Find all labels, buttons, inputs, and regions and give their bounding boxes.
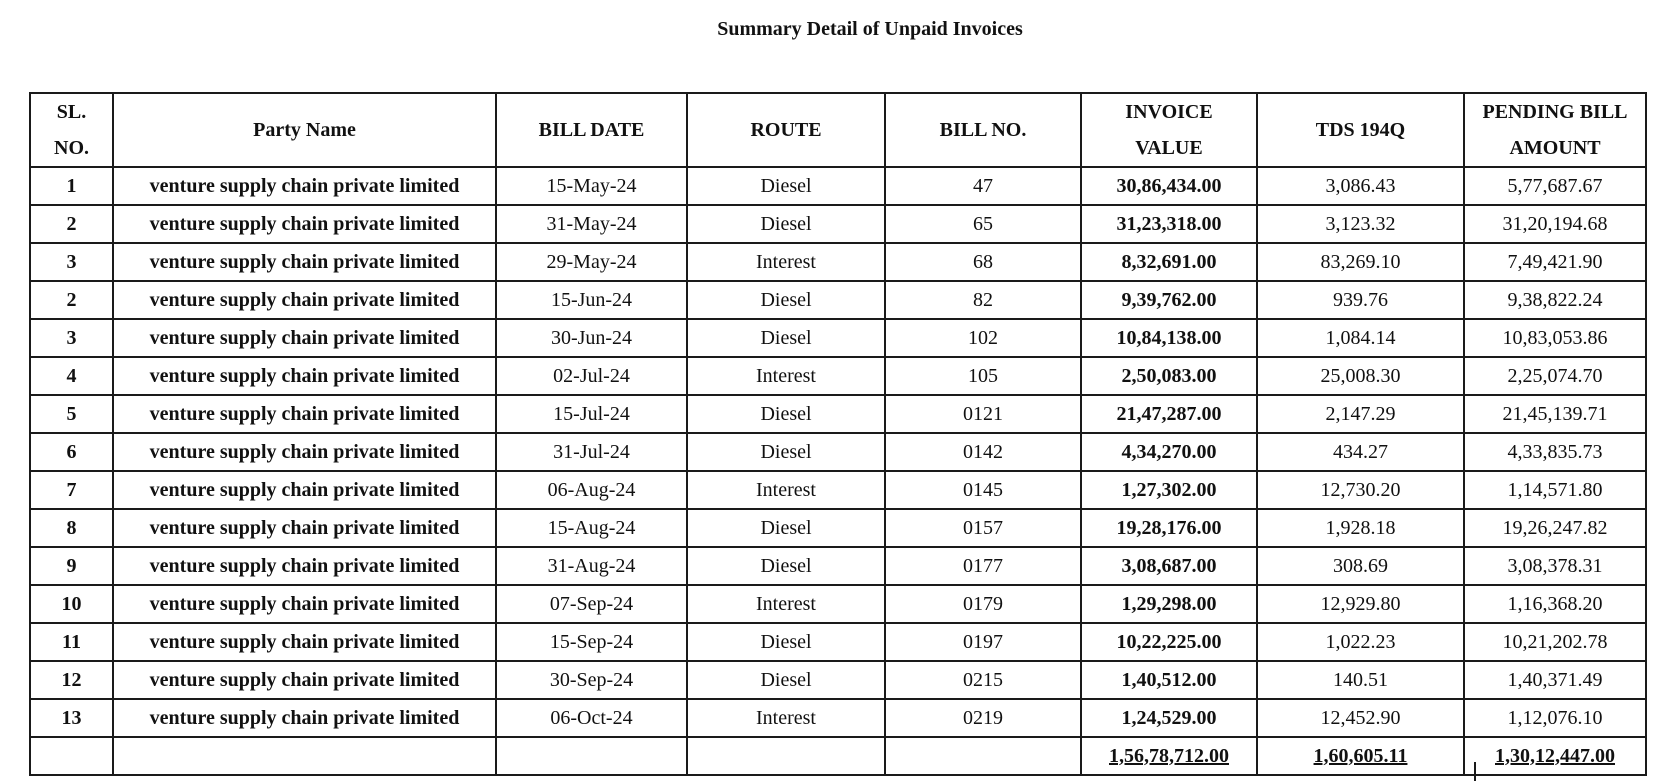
cell-route: Diesel bbox=[687, 433, 885, 471]
cell-tds: 25,008.30 bbox=[1257, 357, 1464, 395]
total-tds: 1,60,605.11 bbox=[1257, 737, 1464, 775]
cell-bill-no: 0145 bbox=[885, 471, 1081, 509]
header-bill-date: BILL DATE bbox=[496, 93, 687, 167]
cell-party-name: venture supply chain private limited bbox=[113, 243, 496, 281]
cell-invoice-value: 2,50,083.00 bbox=[1081, 357, 1257, 395]
cell-party-name: venture supply chain private limited bbox=[113, 547, 496, 585]
cell-tds: 3,086.43 bbox=[1257, 167, 1464, 205]
cell-sl-no: 8 bbox=[30, 509, 113, 547]
header-invoice-value: INVOICE VALUE bbox=[1081, 93, 1257, 167]
cell-bill-date: 15-Aug-24 bbox=[496, 509, 687, 547]
cell-invoice-value: 9,39,762.00 bbox=[1081, 281, 1257, 319]
cell-party-name: venture supply chain private limited bbox=[113, 699, 496, 737]
cell-sl-no: 3 bbox=[30, 243, 113, 281]
totals-blank-cell bbox=[496, 737, 687, 775]
cell-sl-no: 12 bbox=[30, 661, 113, 699]
cell-bill-date: 29-May-24 bbox=[496, 243, 687, 281]
cell-route: Interest bbox=[687, 357, 885, 395]
cell-sl-no: 6 bbox=[30, 433, 113, 471]
cell-pending-amount: 10,83,053.86 bbox=[1464, 319, 1646, 357]
cell-tds: 434.27 bbox=[1257, 433, 1464, 471]
cell-pending-amount: 19,26,247.82 bbox=[1464, 509, 1646, 547]
cell-party-name: venture supply chain private limited bbox=[113, 433, 496, 471]
page-title: Summary Detail of Unpaid Invoices bbox=[717, 18, 1023, 40]
cell-tds: 12,929.80 bbox=[1257, 585, 1464, 623]
cell-bill-date: 15-Jun-24 bbox=[496, 281, 687, 319]
cell-sl-no: 1 bbox=[30, 167, 113, 205]
cell-route: Diesel bbox=[687, 319, 885, 357]
cell-bill-date: 06-Aug-24 bbox=[496, 471, 687, 509]
cell-invoice-value: 31,23,318.00 bbox=[1081, 205, 1257, 243]
cell-party-name: venture supply chain private limited bbox=[113, 395, 496, 433]
table-row bbox=[30, 547, 1646, 585]
cell-invoice-value: 21,47,287.00 bbox=[1081, 395, 1257, 433]
cell-route: Diesel bbox=[687, 509, 885, 547]
table-row bbox=[30, 509, 1646, 547]
cell-tds: 83,269.10 bbox=[1257, 243, 1464, 281]
header-sl-no: SL. NO. bbox=[30, 93, 113, 167]
cell-pending-amount: 31,20,194.68 bbox=[1464, 205, 1646, 243]
cell-bill-date: 31-Jul-24 bbox=[496, 433, 687, 471]
table-row bbox=[30, 661, 1646, 699]
cell-route: Diesel bbox=[687, 205, 885, 243]
table-row bbox=[30, 281, 1646, 319]
cell-route: Diesel bbox=[687, 661, 885, 699]
cell-tds: 2,147.29 bbox=[1257, 395, 1464, 433]
cell-party-name: venture supply chain private limited bbox=[113, 623, 496, 661]
cell-pending-amount: 21,45,139.71 bbox=[1464, 395, 1646, 433]
total-invoice-value: 1,56,78,712.00 bbox=[1081, 737, 1257, 775]
table-row bbox=[30, 167, 1646, 205]
cell-pending-amount: 1,40,371.49 bbox=[1464, 661, 1646, 699]
cell-tds: 1,022.23 bbox=[1257, 623, 1464, 661]
table-row bbox=[30, 585, 1646, 623]
cell-bill-no: 0197 bbox=[885, 623, 1081, 661]
header-party-name: Party Name bbox=[113, 93, 496, 167]
cell-route: Diesel bbox=[687, 395, 885, 433]
cell-route: Diesel bbox=[687, 623, 885, 661]
cell-party-name: venture supply chain private limited bbox=[113, 205, 496, 243]
cell-pending-amount: 9,38,822.24 bbox=[1464, 281, 1646, 319]
cell-bill-no: 0177 bbox=[885, 547, 1081, 585]
cell-pending-amount: 10,21,202.78 bbox=[1464, 623, 1646, 661]
cell-route: Interest bbox=[687, 699, 885, 737]
header-pending-amount: PENDING BILL AMOUNT bbox=[1464, 93, 1646, 167]
header-bill-no: BILL NO. bbox=[885, 93, 1081, 167]
totals-blank-cell bbox=[30, 737, 113, 775]
cell-invoice-value: 1,24,529.00 bbox=[1081, 699, 1257, 737]
cell-invoice-value: 1,29,298.00 bbox=[1081, 585, 1257, 623]
cell-bill-date: 15-May-24 bbox=[496, 167, 687, 205]
cell-invoice-value: 30,86,434.00 bbox=[1081, 167, 1257, 205]
cell-route: Diesel bbox=[687, 547, 885, 585]
cell-bill-date: 06-Oct-24 bbox=[496, 699, 687, 737]
cell-bill-no: 82 bbox=[885, 281, 1081, 319]
cell-tds: 1,084.14 bbox=[1257, 319, 1464, 357]
table-row bbox=[30, 471, 1646, 509]
table-row bbox=[30, 205, 1646, 243]
cell-sl-no: 11 bbox=[30, 623, 113, 661]
cell-route: Interest bbox=[687, 585, 885, 623]
unpaid-invoices-table bbox=[29, 92, 1647, 776]
table-row bbox=[30, 433, 1646, 471]
header-tds: TDS 194Q bbox=[1257, 93, 1464, 167]
cell-party-name: venture supply chain private limited bbox=[113, 357, 496, 395]
table-row bbox=[30, 623, 1646, 661]
total-pending-amount: 1,30,12,447.00 bbox=[1464, 737, 1646, 775]
cell-route: Diesel bbox=[687, 167, 885, 205]
cell-bill-date: 02-Jul-24 bbox=[496, 357, 687, 395]
cell-bill-no: 0157 bbox=[885, 509, 1081, 547]
cell-tds: 3,123.32 bbox=[1257, 205, 1464, 243]
cell-route: Interest bbox=[687, 471, 885, 509]
cell-sl-no: 9 bbox=[30, 547, 113, 585]
cell-tds: 939.76 bbox=[1257, 281, 1464, 319]
cell-bill-no: 47 bbox=[885, 167, 1081, 205]
cell-bill-no: 65 bbox=[885, 205, 1081, 243]
cell-pending-amount: 1,14,571.80 bbox=[1464, 471, 1646, 509]
cell-sl-no: 2 bbox=[30, 205, 113, 243]
cell-bill-no: 0179 bbox=[885, 585, 1081, 623]
cell-sl-no: 4 bbox=[30, 357, 113, 395]
cell-pending-amount: 5,77,687.67 bbox=[1464, 167, 1646, 205]
table-row bbox=[30, 395, 1646, 433]
cell-route: Diesel bbox=[687, 281, 885, 319]
cell-bill-date: 30-Sep-24 bbox=[496, 661, 687, 699]
cell-bill-date: 31-May-24 bbox=[496, 205, 687, 243]
cell-sl-no: 10 bbox=[30, 585, 113, 623]
cell-tds: 140.51 bbox=[1257, 661, 1464, 699]
cell-pending-amount: 3,08,378.31 bbox=[1464, 547, 1646, 585]
cell-invoice-value: 1,27,302.00 bbox=[1081, 471, 1257, 509]
totals-row bbox=[30, 737, 1646, 775]
cell-sl-no: 5 bbox=[30, 395, 113, 433]
cell-bill-no: 105 bbox=[885, 357, 1081, 395]
totals-blank-cell bbox=[687, 737, 885, 775]
cell-pending-amount: 1,16,368.20 bbox=[1464, 585, 1646, 623]
header-route: ROUTE bbox=[687, 93, 885, 167]
cell-invoice-value: 4,34,270.00 bbox=[1081, 433, 1257, 471]
cell-invoice-value: 10,84,138.00 bbox=[1081, 319, 1257, 357]
table-header-row bbox=[30, 93, 1646, 167]
table-row bbox=[30, 357, 1646, 395]
cell-pending-amount: 1,12,076.10 bbox=[1464, 699, 1646, 737]
cell-bill-date: 31-Aug-24 bbox=[496, 547, 687, 585]
cell-invoice-value: 3,08,687.00 bbox=[1081, 547, 1257, 585]
cell-sl-no: 3 bbox=[30, 319, 113, 357]
cell-bill-no: 0219 bbox=[885, 699, 1081, 737]
cell-party-name: venture supply chain private limited bbox=[113, 281, 496, 319]
cell-invoice-value: 1,40,512.00 bbox=[1081, 661, 1257, 699]
totals-blank-cell bbox=[113, 737, 496, 775]
cell-party-name: venture supply chain private limited bbox=[113, 471, 496, 509]
cell-sl-no: 13 bbox=[30, 699, 113, 737]
cell-party-name: venture supply chain private limited bbox=[113, 509, 496, 547]
table-row bbox=[30, 319, 1646, 357]
cell-party-name: venture supply chain private limited bbox=[113, 585, 496, 623]
cell-bill-no: 102 bbox=[885, 319, 1081, 357]
cell-sl-no: 7 bbox=[30, 471, 113, 509]
cell-party-name: venture supply chain private limited bbox=[113, 661, 496, 699]
cell-bill-no: 0142 bbox=[885, 433, 1081, 471]
cell-bill-no: 0215 bbox=[885, 661, 1081, 699]
totals-blank-cell bbox=[885, 737, 1081, 775]
cell-pending-amount: 2,25,074.70 bbox=[1464, 357, 1646, 395]
table-edge-line bbox=[1474, 762, 1476, 781]
cell-route: Interest bbox=[687, 243, 885, 281]
cell-bill-date: 30-Jun-24 bbox=[496, 319, 687, 357]
cell-tds: 1,928.18 bbox=[1257, 509, 1464, 547]
cell-pending-amount: 4,33,835.73 bbox=[1464, 433, 1646, 471]
cell-party-name: venture supply chain private limited bbox=[113, 319, 496, 357]
cell-bill-date: 15-Jul-24 bbox=[496, 395, 687, 433]
cell-invoice-value: 19,28,176.00 bbox=[1081, 509, 1257, 547]
cell-bill-no: 0121 bbox=[885, 395, 1081, 433]
cell-tds: 308.69 bbox=[1257, 547, 1464, 585]
cell-bill-date: 15-Sep-24 bbox=[496, 623, 687, 661]
cell-tds: 12,730.20 bbox=[1257, 471, 1464, 509]
cell-invoice-value: 10,22,225.00 bbox=[1081, 623, 1257, 661]
cell-bill-date: 07-Sep-24 bbox=[496, 585, 687, 623]
table-row bbox=[30, 699, 1646, 737]
cell-sl-no: 2 bbox=[30, 281, 113, 319]
cell-pending-amount: 7,49,421.90 bbox=[1464, 243, 1646, 281]
table-row bbox=[30, 243, 1646, 281]
cell-bill-no: 68 bbox=[885, 243, 1081, 281]
cell-tds: 12,452.90 bbox=[1257, 699, 1464, 737]
cell-party-name: venture supply chain private limited bbox=[113, 167, 496, 205]
cell-invoice-value: 8,32,691.00 bbox=[1081, 243, 1257, 281]
